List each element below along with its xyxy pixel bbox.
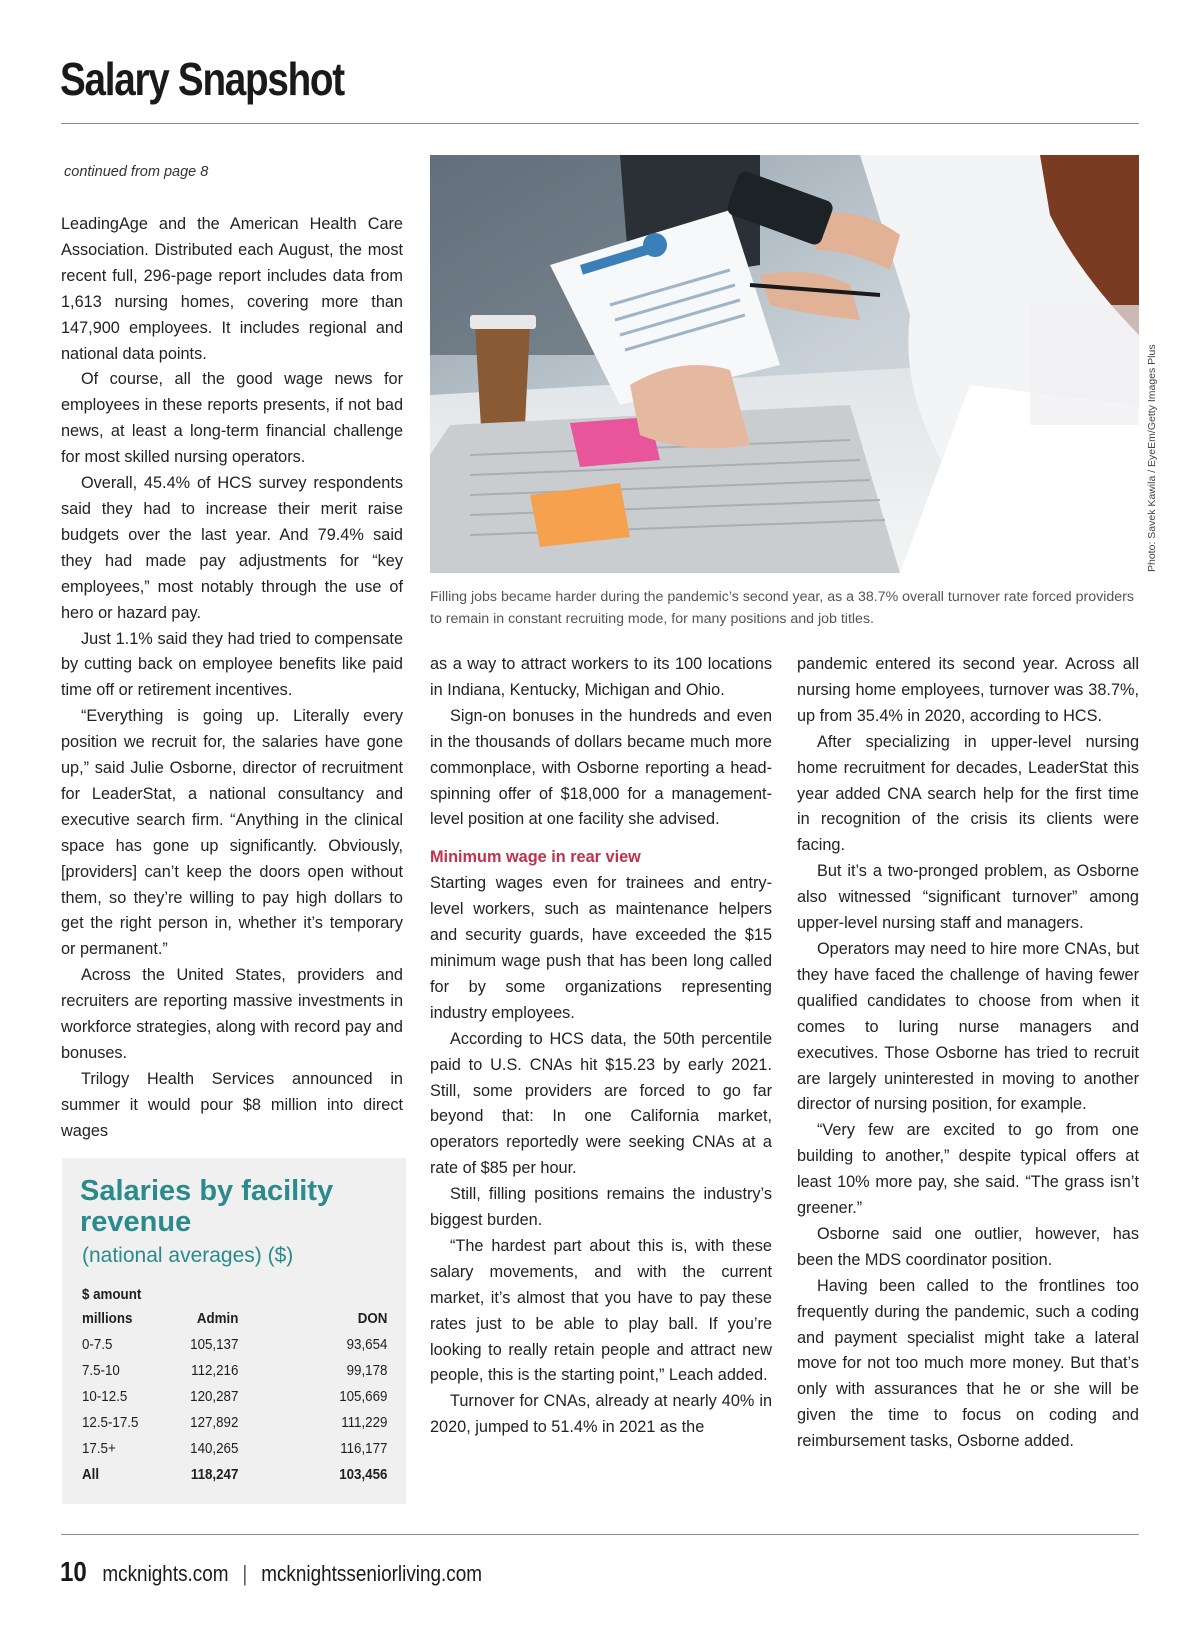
table-cell: 105,669 xyxy=(339,1389,388,1405)
photo-caption: Filling jobs became harder during the pandemic’s second year, as a 38.7% overall turnover rate forced providers to remain in constant recruiting mode, for many positions and job titles. xyxy=(430,589,1134,627)
table-cell: 103,456 xyxy=(339,1467,388,1483)
header-rule xyxy=(61,123,1139,124)
paragraph: After specializing in upper-level nursing home recruitment for decades, LeaderStat this year added CNA search help for the first time in recognition of the crisis its clients were facing. xyxy=(797,732,1139,855)
continued-note: continued from page 8 xyxy=(64,164,209,180)
table-cell: 116,177 xyxy=(340,1441,388,1457)
table-cell: 118,247 xyxy=(190,1467,239,1483)
table-cell: 12.5-17.5 xyxy=(82,1415,139,1431)
paragraph: Osborne said one outlier, however, has been the MDS coordinator position. xyxy=(797,1224,1139,1269)
paragraph: pandemic entered its second year. Across all nursing home employees, turnover was 38.7%, up from 35.4% in 2020, according to HCS. xyxy=(797,655,1139,725)
paragraph: Still, filling positions remains the industry’s biggest burden. xyxy=(430,1185,772,1230)
table-cell: 127,892 xyxy=(190,1415,239,1431)
footer-link-seniorliving[interactable]: mcknightsseniorliving.com xyxy=(261,1561,483,1586)
paragraph: “The hardest part about this is, with these salary movements, and with the current market, it’s almost that you have to pay these rates just to be able to play ball. If you’re looking to really retain people and attract new people, this is the starting point,” Leach added. xyxy=(430,1236,772,1385)
article-photo xyxy=(430,155,1139,573)
table-cell: 112,216 xyxy=(191,1363,239,1379)
table-row xyxy=(82,1436,387,1462)
table-cell: 0-7.5 xyxy=(82,1337,113,1353)
salary-sidebar xyxy=(62,1158,406,1504)
table-cell: 7.5-10 xyxy=(82,1363,120,1379)
table-cell: 120,287 xyxy=(190,1389,239,1405)
paragraph: “Very few are excited to go from one building to another,” despite typical offers at least 10% more pay, she said. “The grass isn’t greener.” xyxy=(797,1121,1139,1218)
paragraph: Across the United States, providers and recruiters are reporting massive investments in workforce strategies, along with record pay and bonuses. xyxy=(61,966,403,1062)
paragraph: Operators may need to hire more CNAs, but they have faced the challenge of having fewer qualified candidates to choose from when it comes to luring nurse managers and executives. Those Osborne has tried to recruit are largely uninterested in moving to another director of nursing position, for example. xyxy=(797,939,1139,1114)
section-subhead: Minimum wage in rear view xyxy=(430,848,641,867)
paragraph: as a way to attract workers to its 100 locations in Indiana, Kentucky, Michigan and Ohio. xyxy=(430,655,772,699)
paragraph: “Everything is going up. Literally every position we recruit for, the salaries have gone up,” said Julie Osborne, director of recruitment for LeaderStat, a national consultancy and executive search firm. “Anything in the clinical space has gone up significantly. Obviously, [providers] can’t keep the doors open without them, so they’re willing to pay high dollars to get the right person in, whether it’s temporary or permanent.” xyxy=(61,707,403,959)
footer-link-mcknights[interactable]: mcknights.com xyxy=(102,1561,229,1586)
paragraph: Overall, 45.4% of HCS survey respondents said they had to increase their merit raise budgets over the last year. And 79.4% said they had made pay adjustments for “key employees,” most notably through the use of hero or hazard pay. xyxy=(61,474,403,622)
table-cell: 140,265 xyxy=(190,1441,239,1457)
table-header-row xyxy=(82,1306,387,1332)
paragraph: Sign-on bonuses in the hundreds and even in the thousands of dollars became much more commonplace, with Osborne reporting a head-spinning offer of $18,000 for a management-level position at one facility she advised. xyxy=(430,706,772,829)
photo-credit: Photo: Savek Kawila / EyeEm/Getty Images Plus xyxy=(1146,344,1158,572)
article-column-3 xyxy=(797,652,1139,1455)
office-photo-illustration xyxy=(430,155,1139,573)
salary-table xyxy=(82,1284,387,1488)
sidebar-title: Salaries by facility revenue xyxy=(80,1175,334,1238)
table-cell: All xyxy=(82,1467,100,1483)
table-cell: 93,654 xyxy=(346,1337,388,1353)
page-footer xyxy=(60,1556,482,1588)
table-row xyxy=(82,1410,387,1436)
paragraph: Turnover for CNAs, already at nearly 40% in 2020, jumped to 51.4% in 2021 as the xyxy=(430,1392,772,1437)
table-cell: 111,229 xyxy=(341,1415,388,1431)
table-cell: 17.5+ xyxy=(82,1441,116,1457)
page-title: Salary Snapshot xyxy=(60,53,344,105)
article-column-2 xyxy=(430,652,772,1441)
paragraph: Just 1.1% said they had tried to compensate by cutting back on employee benefits like paid time off or retirement incentives. xyxy=(61,629,403,700)
table-row xyxy=(82,1332,387,1358)
page-number: 10 xyxy=(60,1556,87,1587)
header-cell: DON xyxy=(357,1311,388,1327)
table-row xyxy=(82,1384,387,1410)
header-cell: $ amount xyxy=(82,1287,142,1303)
paragraph: Having been called to the frontlines too frequently during the pandemic, such a coding and payment specialist might take a lateral move for not too much more money. But that’s only with assurances that he or she will be given the time to focus on coding and reimbursement tasks, Osborne added. xyxy=(797,1276,1139,1451)
paragraph: Starting wages even for trainees and entry-level workers, such as maintenance helpers and security guards, have exceeded the $15 minimum wage push that has been long called for by some organizations representing industry employees. xyxy=(430,874,772,1022)
table-total-row xyxy=(82,1462,387,1488)
sidebar-subtitle: (national averages) ($) xyxy=(82,1244,294,1267)
paragraph: According to HCS data, the 50th percentile paid to U.S. CNAs hit $15.23 by early 2021. Still, some providers are forced to go far beyond that: In one California market, operators reportedly were seeking CNAs at a rate of $85 per hour. xyxy=(430,1029,772,1178)
table-cell: 10-12.5 xyxy=(82,1389,128,1405)
table-cell: 99,178 xyxy=(346,1363,388,1379)
paragraph: Trilogy Health Services announced in summer it would pour $8 million into direct wages xyxy=(61,1069,403,1140)
paragraph: But it’s a two-pronged problem, as Osborne also witnessed “significant turnover” among upper-level nursing staff and managers. xyxy=(797,862,1139,933)
footer-separator: | xyxy=(242,1561,248,1586)
header-cell: Admin xyxy=(196,1311,239,1327)
paragraph: LeadingAge and the American Health Care Association. Distributed each August, the most recent full, 296-page report includes data from 1,613 nursing homes, covering more than 147,900 employees. It includes regional and national data points. xyxy=(61,215,403,363)
paragraph: Of course, all the good wage news for employees in these reports presents, if not bad news, at least a long-term financial challenge for most skilled nursing operators. xyxy=(61,370,403,467)
header-cell: millions xyxy=(82,1311,133,1327)
article-column-1 xyxy=(61,212,403,1145)
footer-rule xyxy=(61,1534,1139,1535)
table-cell: 105,137 xyxy=(190,1337,239,1353)
table-row xyxy=(82,1358,387,1384)
table-header-top xyxy=(82,1284,387,1306)
